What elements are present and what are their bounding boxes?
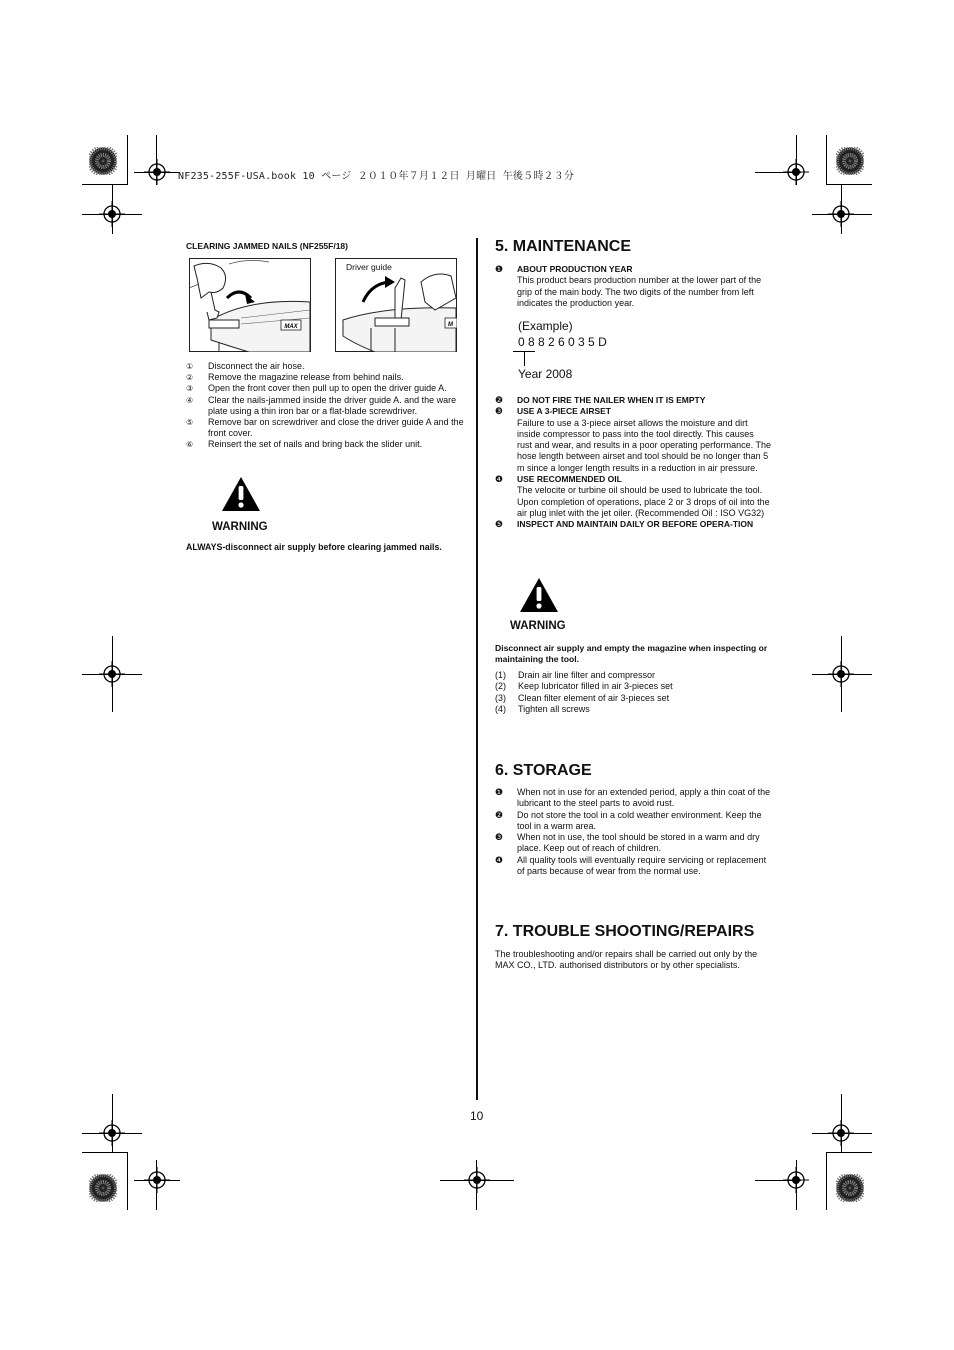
list-item: ❺ INSPECT AND MAINTAIN DAILY OR BEFORE OPERA-TION bbox=[495, 519, 754, 530]
list-item: ❷ Do not store the tool in a cold weather environment. Keep the tool in a warm area. bbox=[495, 809, 762, 831]
list-item: ④ Clear the nails-jammed inside the driver guide A. and the ware plate using a thin iron bar or a flat-blade screwdriver. bbox=[186, 394, 457, 416]
list-item: (3) Clean filter element of air 3-pieces set bbox=[495, 692, 670, 703]
list-item: ① Disconnect the air hose. bbox=[186, 361, 305, 371]
trouble-shooting-text: The troubleshooting and/or repairs shall be carried out only by the MAX CO., LTD. authorised distributors or by other specialists. bbox=[495, 949, 758, 971]
example-year: Year 2008 bbox=[518, 367, 573, 381]
list-item: ❹ USE RECOMMENDED OIL The velocite or turbine oil should be used to lubricate the tool. Upon completion of operations, place 2 or 3 drops of oil into the air plug inlet with the jet oiler. (Recommended Oil : ISO VG32) bbox=[495, 474, 770, 518]
registration-mark-icon bbox=[99, 661, 125, 687]
warning-text: Disconnect air supply and empty the magazine when inspecting or maintaining the tool. bbox=[495, 643, 768, 664]
registration-mark-icon bbox=[144, 159, 170, 185]
example-code: 0 8 8 2 6 0 3 5 D bbox=[518, 335, 607, 349]
warning-label: WARNING bbox=[510, 620, 566, 632]
warning-triangle-icon bbox=[221, 476, 261, 512]
registration-mark-icon bbox=[828, 661, 854, 687]
maintenance-heading: 5. MAINTENANCE bbox=[495, 238, 632, 255]
example-pointer bbox=[524, 351, 525, 366]
storage-list bbox=[495, 787, 771, 877]
color-target-icon bbox=[89, 147, 117, 175]
list-item: ❸ When not in use, the tool should be stored in a warm and dry place. Keep out of reach of children. bbox=[495, 832, 760, 854]
color-target-icon bbox=[89, 1174, 117, 1202]
color-target-icon bbox=[836, 1174, 864, 1202]
list-item: ❸ USE A 3-PIECE AIRSET Failure to use a 3-piece airset allows the moisture and dirt inside compressor to pass into the tool directly. This causes rust and wear, and results in a poor operating performance. The hose length between airset and tool should be no longer than 5 m since a longer length results in a reduction in air pressure. bbox=[495, 406, 771, 473]
list-item: ❶ When not in use for an extended period, apply a thin coat of the lubricant to the steel parts to avoid rust. bbox=[495, 787, 771, 809]
clearing-steps-list bbox=[186, 361, 466, 451]
maintenance-items-2-to-5 bbox=[495, 395, 771, 531]
warning-triangle-icon bbox=[519, 577, 559, 613]
list-item: (2) Keep lubricator filled in air 3-pieces set bbox=[495, 681, 673, 692]
trouble-shooting-heading: 7. TROUBLE SHOOTING/REPAIRS bbox=[495, 923, 755, 940]
list-item: ⑤ Remove bar on screwdriver and close the driver guide A and the front cover. bbox=[186, 417, 464, 439]
page-number: 10 bbox=[470, 1109, 484, 1123]
max-logo: MAX bbox=[284, 324, 298, 330]
inspection-list bbox=[495, 670, 771, 715]
list-item: ② Remove the magazine release from behind nails. bbox=[186, 372, 404, 383]
registration-mark-icon bbox=[99, 201, 125, 227]
warning-text: ALWAYS-disconnect air supply before clearing jammed nails. bbox=[186, 542, 442, 552]
registration-mark-icon bbox=[783, 159, 809, 185]
list-item: ❷ DO NOT FIRE THE NAILER WHEN IT IS EMPTY bbox=[495, 395, 706, 405]
registration-mark-icon bbox=[99, 1120, 125, 1146]
list-item: (1) Drain air line filter and compressor bbox=[495, 670, 656, 680]
list-item: ❹ All quality tools will eventually require servicing or replacement of parts because of wear from the normal use. bbox=[495, 854, 767, 877]
registration-mark-icon bbox=[828, 201, 854, 227]
registration-mark-icon bbox=[828, 1120, 854, 1146]
list-item: ⑥ Reinsert the set of nails and bring back the slider unit. bbox=[186, 439, 423, 450]
list-item: ③ Open the front cover then pull up to open the driver guide A. bbox=[186, 383, 447, 394]
max-logo-partial: M bbox=[448, 322, 453, 328]
storage-heading: 6. STORAGE bbox=[495, 762, 592, 779]
maintenance-item-production-year: ❶ ABOUT PRODUCTION YEAR This product bears production number at the lower part of the grip of the main body. The two digits of the number from left indicates the production year. bbox=[495, 264, 762, 308]
driver-guide-label: Driver guide bbox=[346, 262, 392, 272]
driver-guide-illustration bbox=[335, 258, 457, 352]
list-item: (4) Tighten all screws bbox=[495, 703, 590, 714]
registration-mark-icon bbox=[464, 1167, 490, 1193]
column-divider bbox=[476, 238, 478, 1100]
color-target-icon bbox=[836, 147, 864, 175]
clearing-jammed-nails-heading: CLEARING JAMMED NAILS (NF255F/18) bbox=[186, 241, 348, 251]
warning-label: WARNING bbox=[212, 521, 268, 533]
print-header: NF235-255F-USA.book 10 ページ ２０１０年７月１２日 月曜日 午後５時２３分 bbox=[178, 171, 575, 182]
registration-mark-icon bbox=[783, 1167, 809, 1193]
example-label: (Example) bbox=[518, 319, 573, 333]
jammed-nail-removal-illustration bbox=[189, 258, 311, 352]
registration-mark-icon bbox=[144, 1167, 170, 1193]
